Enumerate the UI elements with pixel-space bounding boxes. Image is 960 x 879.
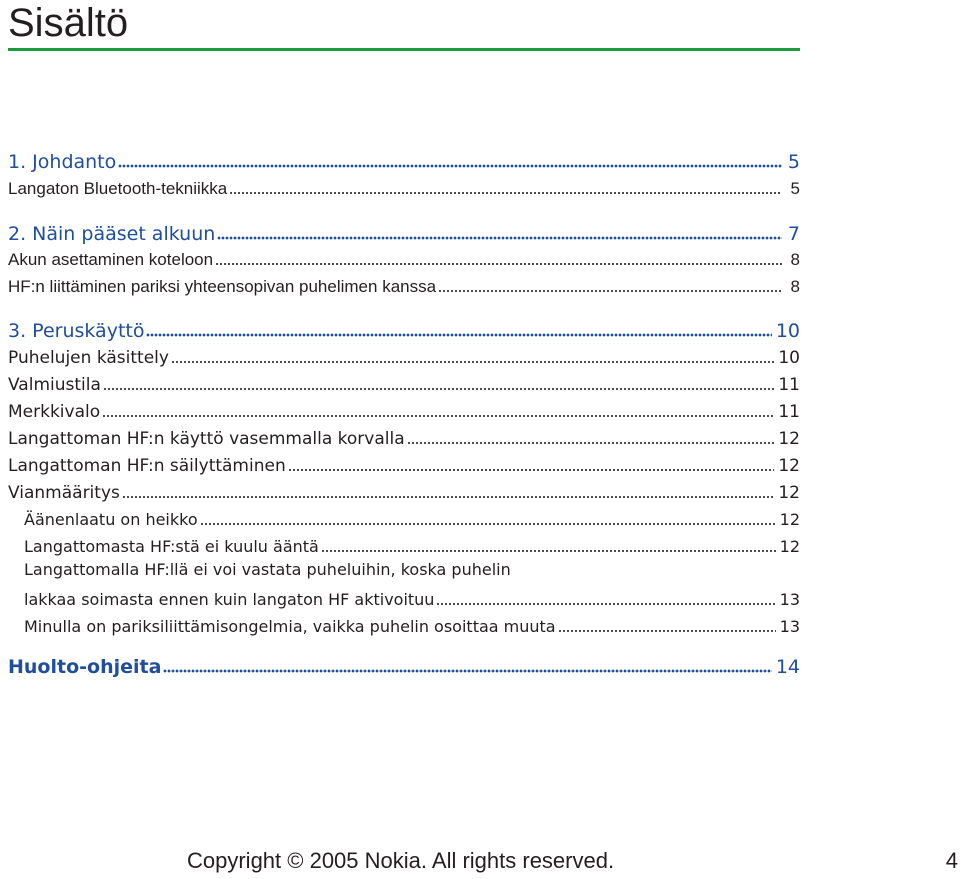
toc-entry-label: Akun asettaminen koteloon	[8, 250, 214, 269]
toc-entry-label: Merkkivalo	[8, 402, 101, 422]
toc-entry-label: 1. Johdanto	[8, 151, 117, 173]
toc-leader-dots	[163, 669, 771, 673]
toc-leader-dots	[146, 333, 771, 337]
toc-entry[interactable]	[8, 585, 800, 611]
toc-entry-page: 7	[787, 223, 800, 245]
toc-entry[interactable]	[8, 219, 800, 245]
toc-leader-dots	[288, 468, 775, 472]
toc-entry-page: 12	[778, 483, 800, 503]
toc-leader-dots	[103, 387, 774, 391]
toc-entry[interactable]	[8, 451, 800, 477]
title-rule	[8, 48, 800, 51]
toc-leader-dots	[438, 289, 782, 293]
toc-entry-label: Minulla on pariksiliittämisongelmia, vaikka puhelin osoittaa muuta	[24, 617, 556, 636]
toc-entry-page: 11	[778, 402, 800, 422]
toc-leader-dots	[122, 495, 774, 499]
toc-leader-dots	[215, 262, 782, 266]
toc-entry[interactable]	[8, 147, 800, 173]
toc-entry-label: Langattomasta HF:stä ei kuulu ääntä	[24, 537, 319, 556]
toc-leader-dots	[200, 522, 776, 526]
toc-entry-label: Valmiustila	[8, 375, 101, 395]
toc-leader-dots	[407, 441, 775, 445]
toc-leader-dots	[436, 602, 775, 606]
toc-entry-page: 14	[775, 656, 800, 678]
toc-entry-page: 13	[779, 617, 800, 636]
toc-entry-page: 5	[787, 151, 800, 173]
toc-leader-dots	[217, 236, 782, 240]
toc-entry[interactable]	[8, 245, 800, 271]
toc-leader-dots	[102, 414, 774, 418]
toc-entry-label: Langattomalla HF:llä ei voi vastata puheluihin, koska puhelin	[24, 560, 511, 579]
toc-entry-page: 8	[790, 250, 800, 269]
toc-entry[interactable]	[8, 316, 800, 342]
toc-entry-page: 13	[779, 590, 800, 609]
toc-entry-page: 12	[779, 510, 800, 529]
toc-entry[interactable]	[8, 505, 800, 531]
toc-entry-label: 2. Näin pääset alkuun	[8, 223, 216, 245]
toc-entry[interactable]	[8, 174, 800, 200]
toc-entry[interactable]	[8, 272, 800, 298]
page-number: 4	[945, 848, 958, 873]
toc-entry-label: Langaton Bluetooth-tekniikka	[8, 179, 228, 198]
toc-entry-page: 10	[775, 320, 800, 342]
toc-entry-label: Huolto-ohjeita	[8, 656, 162, 678]
toc-entry-page: 11	[778, 375, 800, 395]
toc-entry-label: Vianmääritys	[8, 483, 120, 503]
toc-entry-page: 12	[778, 429, 800, 449]
toc-entry-label: Langattoman HF:n käyttö vasemmalla korvalla	[8, 429, 405, 449]
toc-entry[interactable]	[8, 343, 800, 369]
toc-entry-page: 5	[790, 179, 800, 198]
toc-entry[interactable]	[8, 478, 800, 504]
toc-leader-dots	[171, 360, 774, 364]
toc-entry-page: 8	[790, 277, 800, 296]
toc-entry[interactable]	[8, 532, 800, 558]
toc-entry-label: 3. Peruskäyttö	[8, 320, 145, 342]
toc-entry[interactable]	[8, 652, 800, 678]
toc-entry-label: Puhelujen käsittely	[8, 348, 169, 368]
toc-entry-label: Langattoman HF:n säilyttäminen	[8, 456, 286, 476]
toc-entry-page: 12	[779, 537, 800, 556]
page-title: Sisältö	[8, 1, 129, 45]
toc-entry[interactable]	[8, 370, 800, 396]
toc-leader-dots	[558, 629, 776, 633]
toc-entry[interactable]	[8, 397, 800, 423]
toc-entry[interactable]	[8, 559, 800, 585]
toc-entry-page: 10	[778, 348, 800, 368]
toc-leader-dots	[118, 164, 782, 168]
footer-copyright: Copyright © 2005 Nokia. All rights reserved.	[187, 848, 615, 873]
toc-entry-label: lakkaa soimasta ennen kuin langaton HF aktivoituu	[24, 590, 435, 609]
toc-entry-label: Äänenlaatu on heikko	[24, 510, 198, 529]
toc-entry-page: 12	[778, 456, 800, 476]
toc-entry[interactable]	[8, 612, 800, 638]
toc-leader-dots	[229, 191, 782, 195]
title-rule-line	[8, 48, 800, 51]
toc-entry[interactable]	[8, 424, 800, 450]
toc-leader-dots	[321, 549, 776, 553]
toc-entry-label: HF:n liittäminen pariksi yhteensopivan puhelimen kanssa	[8, 277, 437, 296]
